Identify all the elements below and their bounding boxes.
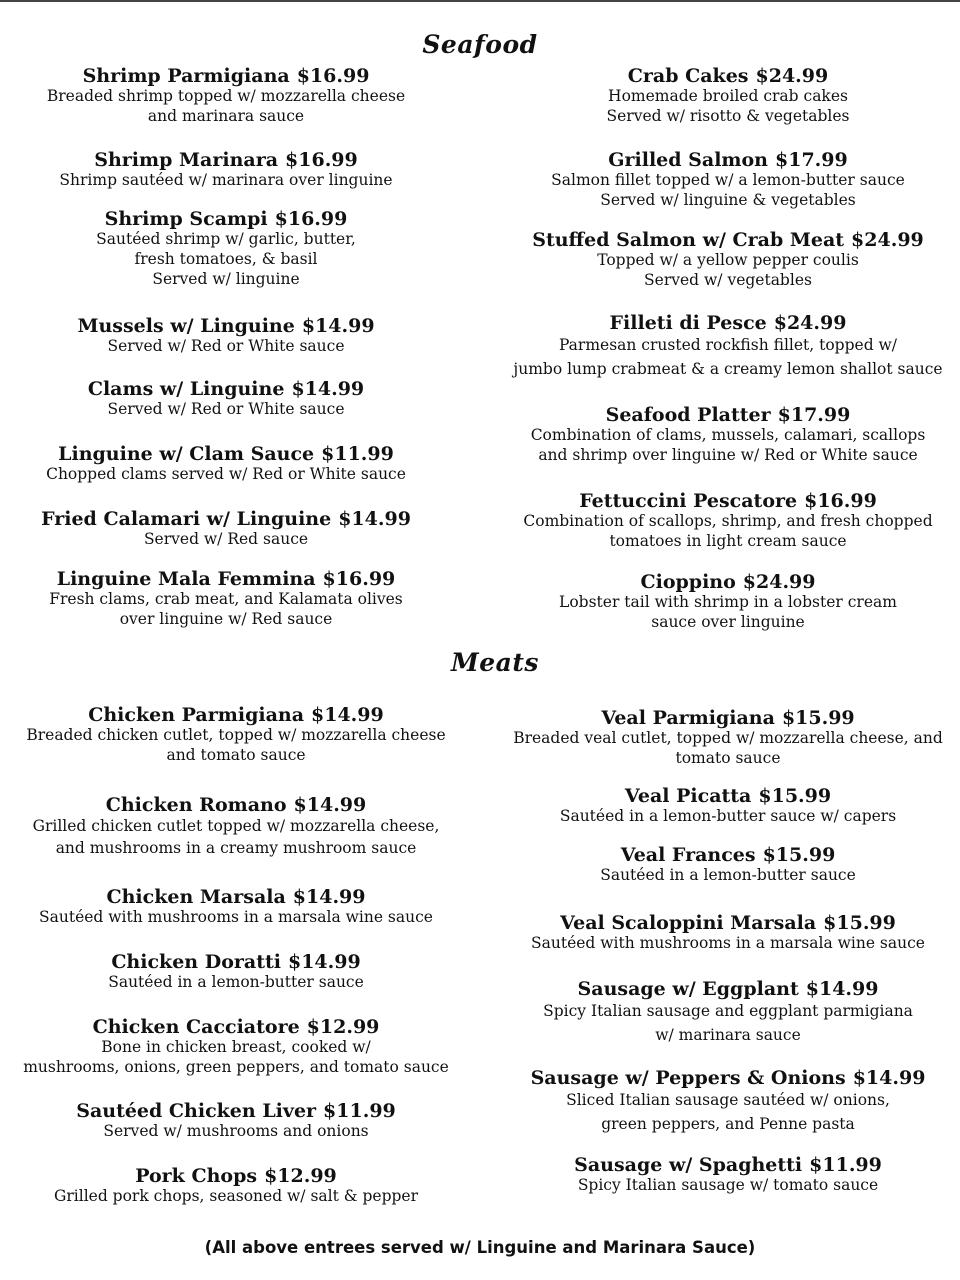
menu-item [500,151,956,210]
item-price: $15.99 [781,707,855,729]
item-name: Linguine Mala Femmina [56,568,316,590]
item-description: Grilled pork chops, seasoned w/ salt & pepper [53,1187,419,1205]
menu-item [26,380,426,419]
item-name: Grilled Salmon [608,149,768,171]
menu-item [10,1167,462,1206]
section-title-meats: Meats [451,648,539,677]
menu-item [500,492,956,551]
item-name: Crab Cakes [627,65,749,87]
menu-item [500,709,956,768]
item-description: Combination of scallops, shrimp, and fresh chopped tomatoes in light cream sauce [523,512,933,550]
item-description: Combination of clams, mussels, calamari, scallops and shrimp over linguine w/ Red or White sauce [530,426,926,464]
item-price: $16.99 [285,149,358,171]
item-name: Veal Scaloppini Marsala [560,912,817,934]
item-price: $11.99 [321,443,394,465]
item-name: Chicken Doratti [111,951,281,973]
item-name: Sausage w/ Peppers & Onions [530,1067,846,1089]
item-price: $14.99 [311,704,384,726]
item-description: Fresh clams, crab meat, and Kalamata olives over linguine w/ Red sauce [49,590,403,628]
item-name: Seafood Platter [605,404,771,426]
item-description: Sautéed shrimp w/ garlic, butter, fresh tomatoes, & basil Served w/ linguine [96,230,356,288]
item-name: Clams w/ Linguine [87,378,285,400]
menu-item [500,1156,956,1195]
item-description: Sautéed with mushrooms in a marsala wine sauce [531,934,925,952]
item-price: $16.99 [296,65,370,87]
item-name: Veal Picatta [624,785,752,807]
item-description: Served w/ mushrooms and onions [103,1122,369,1140]
menu-item [500,914,956,953]
menu-item [500,231,956,290]
menu-item [500,406,956,465]
item-name: Chicken Parmigiana [88,704,305,726]
menu-item [26,151,426,190]
item-price: $24.99 [773,312,847,334]
item-name: Shrimp Parmigiana [82,65,290,87]
item-name: Veal Frances [620,844,756,866]
item-name: Chicken Cacciatore [92,1016,300,1038]
menu-item [500,787,956,826]
item-description: Homemade broiled crab cakes Served w/ risotto & vegetables [606,87,850,125]
item-description: Served w/ Red or White sauce [107,337,345,355]
item-name: Sautéed Chicken Liver [76,1100,317,1122]
item-price: $14.99 [805,978,879,1000]
item-description: Sautéed in a lemon-butter sauce [600,866,856,884]
item-description: Topped w/ a yellow pepper coulis Served w/ vegetables [597,251,859,289]
menu-item [26,445,426,484]
item-name: Shrimp Marinara [94,149,279,171]
item-price: $24.99 [742,571,816,593]
item-price: $16.99 [804,490,877,512]
item-name: Fettuccini Pescatore [579,490,798,512]
menu-item [500,980,956,1047]
item-name: Sausage w/ Spaghetti [574,1154,803,1176]
item-description: Breaded chicken cutlet, topped w/ mozzarella cheese and tomato sauce [26,726,446,764]
item-price: $24.99 [851,229,924,251]
item-name: Fried Calamari w/ Linguine [41,508,332,530]
item-price: $11.99 [323,1100,396,1122]
item-description: Spicy Italian sausage and eggplant parmigiana w/ marinara sauce [543,1002,913,1044]
item-name: Sausage w/ Eggplant [577,978,799,1000]
item-description: Salmon fillet topped w/ a lemon-butter sauce Served w/ linguine & vegetables [551,171,905,209]
item-name: Pork Chops [135,1165,258,1187]
menu-item [500,67,956,126]
item-price: $14.99 [301,315,375,337]
item-description: Chopped clams served w/ Red or White sauce [46,465,406,483]
item-description: Served w/ Red or White sauce [107,400,345,418]
item-price: $16.99 [322,568,396,590]
footer-note: (All above entrees served w/ Linguine and Marinara Sauce) [204,1238,756,1257]
item-name: Mussels w/ Linguine [77,315,295,337]
menu-item [26,510,426,549]
top-border [0,0,960,2]
menu-item [10,888,462,927]
item-description: Served w/ Red sauce [143,530,309,548]
item-price: $15.99 [823,912,896,934]
item-description: Spicy Italian sausage w/ tomato sauce [577,1176,879,1194]
item-price: $14.99 [292,886,366,908]
item-description: Breaded veal cutlet, topped w/ mozzarella cheese, and tomato sauce [513,729,943,767]
item-description: Sautéed in a lemon-butter sauce w/ capers [559,807,897,825]
menu-item [10,953,462,992]
item-description: Sliced Italian sausage sautéed w/ onions, green peppers, and Penne pasta [566,1091,890,1133]
item-name: Cioppino [640,571,736,593]
item-description: Sautéed with mushrooms in a marsala wine sauce [39,908,433,926]
item-price: $24.99 [755,65,829,87]
item-description: Sautéed in a lemon-butter sauce [108,973,364,991]
item-name: Linguine w/ Clam Sauce [58,443,315,465]
item-price: $12.99 [306,1016,380,1038]
item-price: $15.99 [758,785,832,807]
menu-item [500,1069,956,1136]
menu-item [10,1018,462,1077]
item-name: Shrimp Scampi [104,208,268,230]
item-price: $14.99 [293,794,367,816]
item-price: $14.99 [852,1067,926,1089]
menu-item [26,570,426,629]
item-price: $16.99 [274,208,348,230]
menu-item [10,706,462,765]
menu-item [26,67,426,126]
item-price: $14.99 [287,951,361,973]
menu-item [10,796,462,859]
item-price: $11.99 [809,1154,882,1176]
item-price: $14.99 [291,378,365,400]
item-name: Chicken Marsala [106,886,286,908]
item-name: Chicken Romano [105,794,287,816]
menu-item [10,1102,462,1141]
section-title-seafood: Seafood [422,30,538,59]
item-description: Lobster tail with shrimp in a lobster cream sauce over linguine [559,593,897,631]
item-description: Parmesan crusted rockfish fillet, topped w/ jumbo lump crabmeat & a creamy lemon shallot sauce [513,336,943,378]
menu-item [26,317,426,356]
item-name: Veal Parmigiana [601,707,775,729]
item-name: Stuffed Salmon w/ Crab Meat [532,229,845,251]
item-description: Bone in chicken breast, cooked w/ mushrooms, onions, green peppers, and tomato sauce [23,1038,449,1076]
item-description: Shrimp sautéed w/ marinara over linguine [59,171,393,189]
item-description: Grilled chicken cutlet topped w/ mozzarella cheese, and mushrooms in a creamy mushroom sauce [32,817,440,857]
item-name: Filleti di Pesce [609,312,767,334]
item-description: Breaded shrimp topped w/ mozzarella cheese and marinara sauce [46,87,406,125]
menu-item [26,210,426,289]
menu-item [500,573,956,632]
menu-item [500,846,956,885]
item-price: $17.99 [777,404,851,426]
item-price: $17.99 [775,149,848,171]
item-price: $12.99 [264,1165,337,1187]
item-price: $15.99 [762,844,836,866]
menu-item [500,314,956,381]
item-price: $14.99 [338,508,411,530]
